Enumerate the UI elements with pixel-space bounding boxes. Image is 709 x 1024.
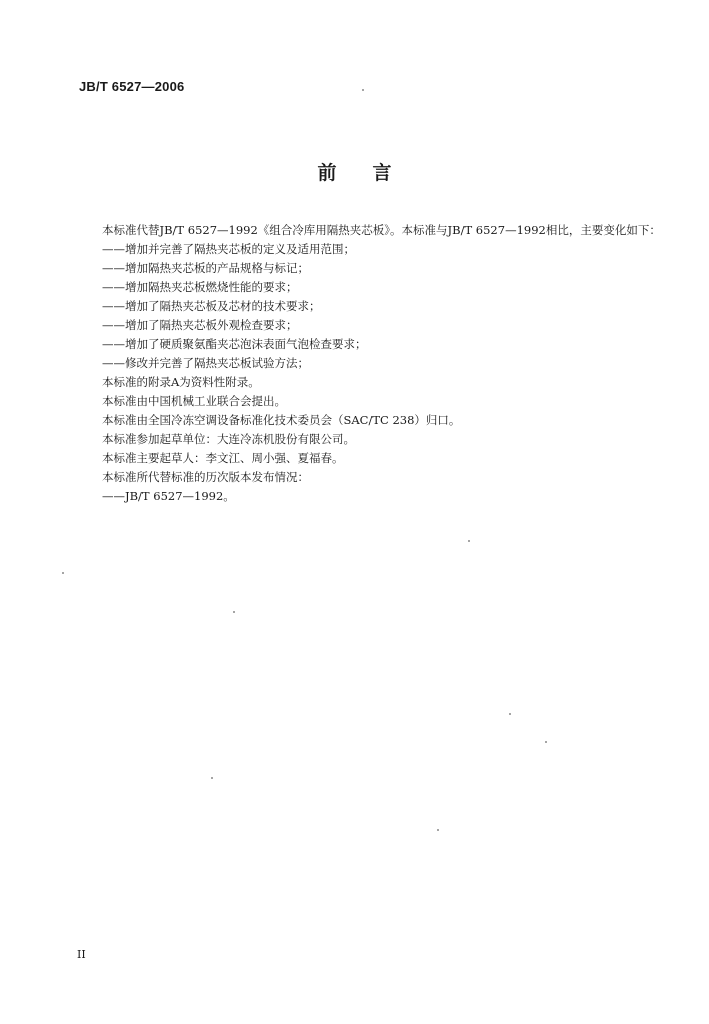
statement-paragraph: 本标准所代替标准的历次版本发布情况：	[102, 470, 309, 484]
scan-speck	[211, 777, 213, 779]
change-item: ——增加隔热夹芯板的产品规格与标记；	[102, 261, 309, 275]
change-item: ——增加并完善了隔热夹芯板的定义及适用范围；	[102, 242, 355, 256]
change-item: ——修改并完善了隔热夹芯板试验方法；	[102, 356, 309, 370]
statement-paragraph: 本标准由全国冷冻空调设备标准化技术委员会（SAC/TC 238）归口。	[102, 413, 461, 427]
scan-speck	[62, 572, 64, 574]
scan-speck	[233, 611, 235, 613]
foreword-body	[79, 221, 661, 506]
change-item: ——增加隔热夹芯板燃烧性能的要求；	[102, 280, 298, 294]
page-number: II	[77, 948, 86, 961]
statement-paragraph: 本标准主要起草人：李文江、周小强、夏福春。	[102, 451, 344, 465]
change-item: ——增加了隔热夹芯板及芯材的技术要求；	[102, 299, 321, 313]
intro-paragraph: 本标准代替JB/T 6527—1992《组合冷库用隔热夹芯板》。本标准与JB/T 6527—1992相比，主要变化如下：	[102, 223, 661, 237]
statement-paragraph: 本标准由中国机械工业联合会提出。	[102, 394, 286, 408]
previous-version-item: ——JB/T 6527—1992。	[102, 489, 235, 503]
page-title: 前言	[317, 162, 428, 184]
standard-code-header: JB/T 6527—2006	[79, 79, 185, 94]
scan-speck	[545, 741, 547, 743]
scan-speck	[362, 89, 364, 91]
statement-paragraph: 本标准参加起草单位：大连冷冻机股份有限公司。	[102, 432, 355, 446]
change-item: ——增加了硬质聚氨酯夹芯泡沫表面气泡检查要求；	[102, 337, 367, 351]
scan-speck	[509, 713, 511, 715]
scan-speck	[437, 829, 439, 831]
scan-speck	[468, 540, 470, 542]
change-item: ——增加了隔热夹芯板外观检查要求；	[102, 318, 298, 332]
statement-paragraph: 本标准的附录A为资料性附录。	[102, 375, 260, 389]
